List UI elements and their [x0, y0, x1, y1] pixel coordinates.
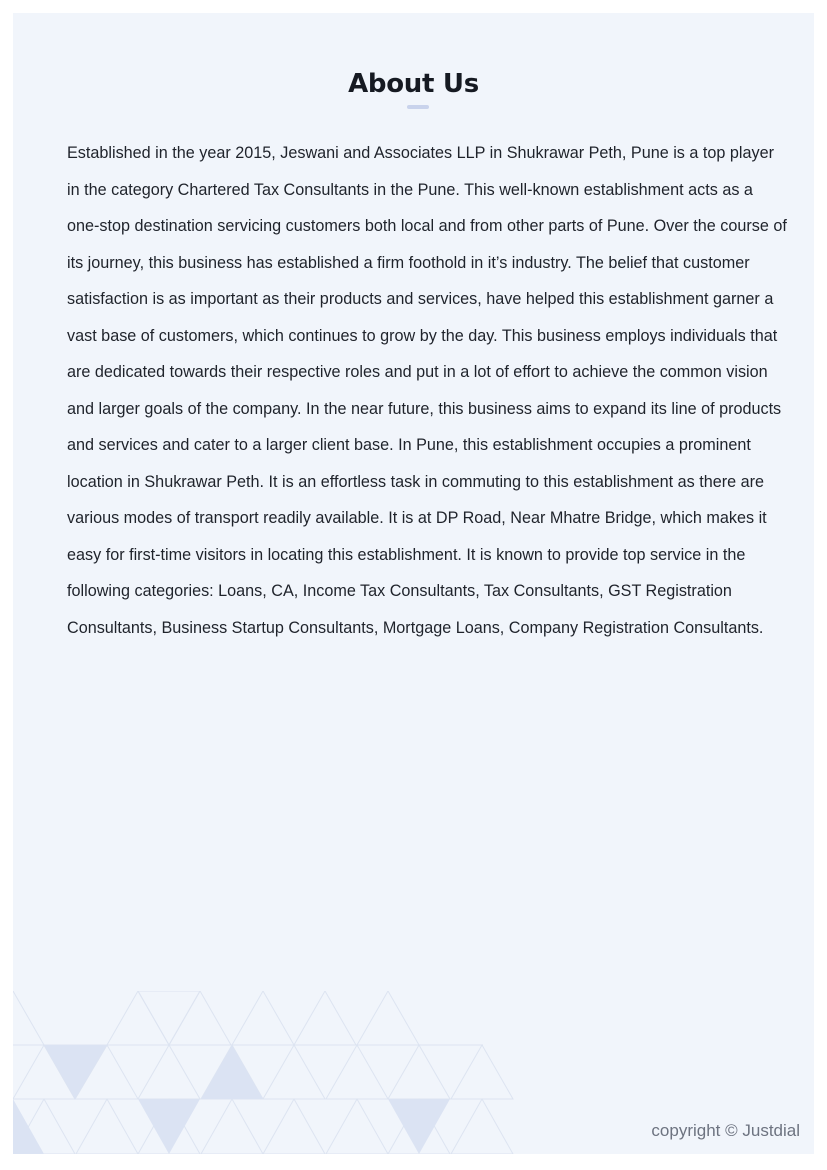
- about-page: [13, 13, 814, 1154]
- page-title: About Us: [348, 69, 479, 99]
- title-underline-accent: [407, 105, 429, 109]
- copyright-notice: copyright © Justdial: [651, 1121, 800, 1140]
- about-description: Established in the year 2015, Jeswani and Associates LLP in Shukrawar Peth, Pune is a top player in the category Chartered Tax Consultants in the Pune. This well-known establishment acts as a one-stop destination servicing customers both local and from other parts of Pune. Over the course of its journey, this business has established a firm foothold in it’s industry. The belief that customer satisfaction is as important as their products and services, have helped this establishment garner a vast base of customers, which continues to grow by the day. This business employs individuals that are dedicated towards their respective roles and put in a lot of effort to achieve the common vision and larger goals of the company. In the near future, this business aims to expand its line of products and services and cater to a larger client base. In Pune, this establishment occupies a prominent location in Shukrawar Peth. It is an effortless task in commuting to this establishment as there are various modes of transport readily available. It is at DP Road, Near Mhatre Bridge, which makes it easy for first-time visitors in locating this establishment. It is known to provide top service in the following categories: Loans, CA, Income Tax Consultants, Tax Consultants, GST Registration Consultants, Business Startup Consultants, Mortgage Loans, Company Registration Consultants.: [67, 144, 787, 637]
- triangle-pattern-decoration: [13, 991, 533, 1154]
